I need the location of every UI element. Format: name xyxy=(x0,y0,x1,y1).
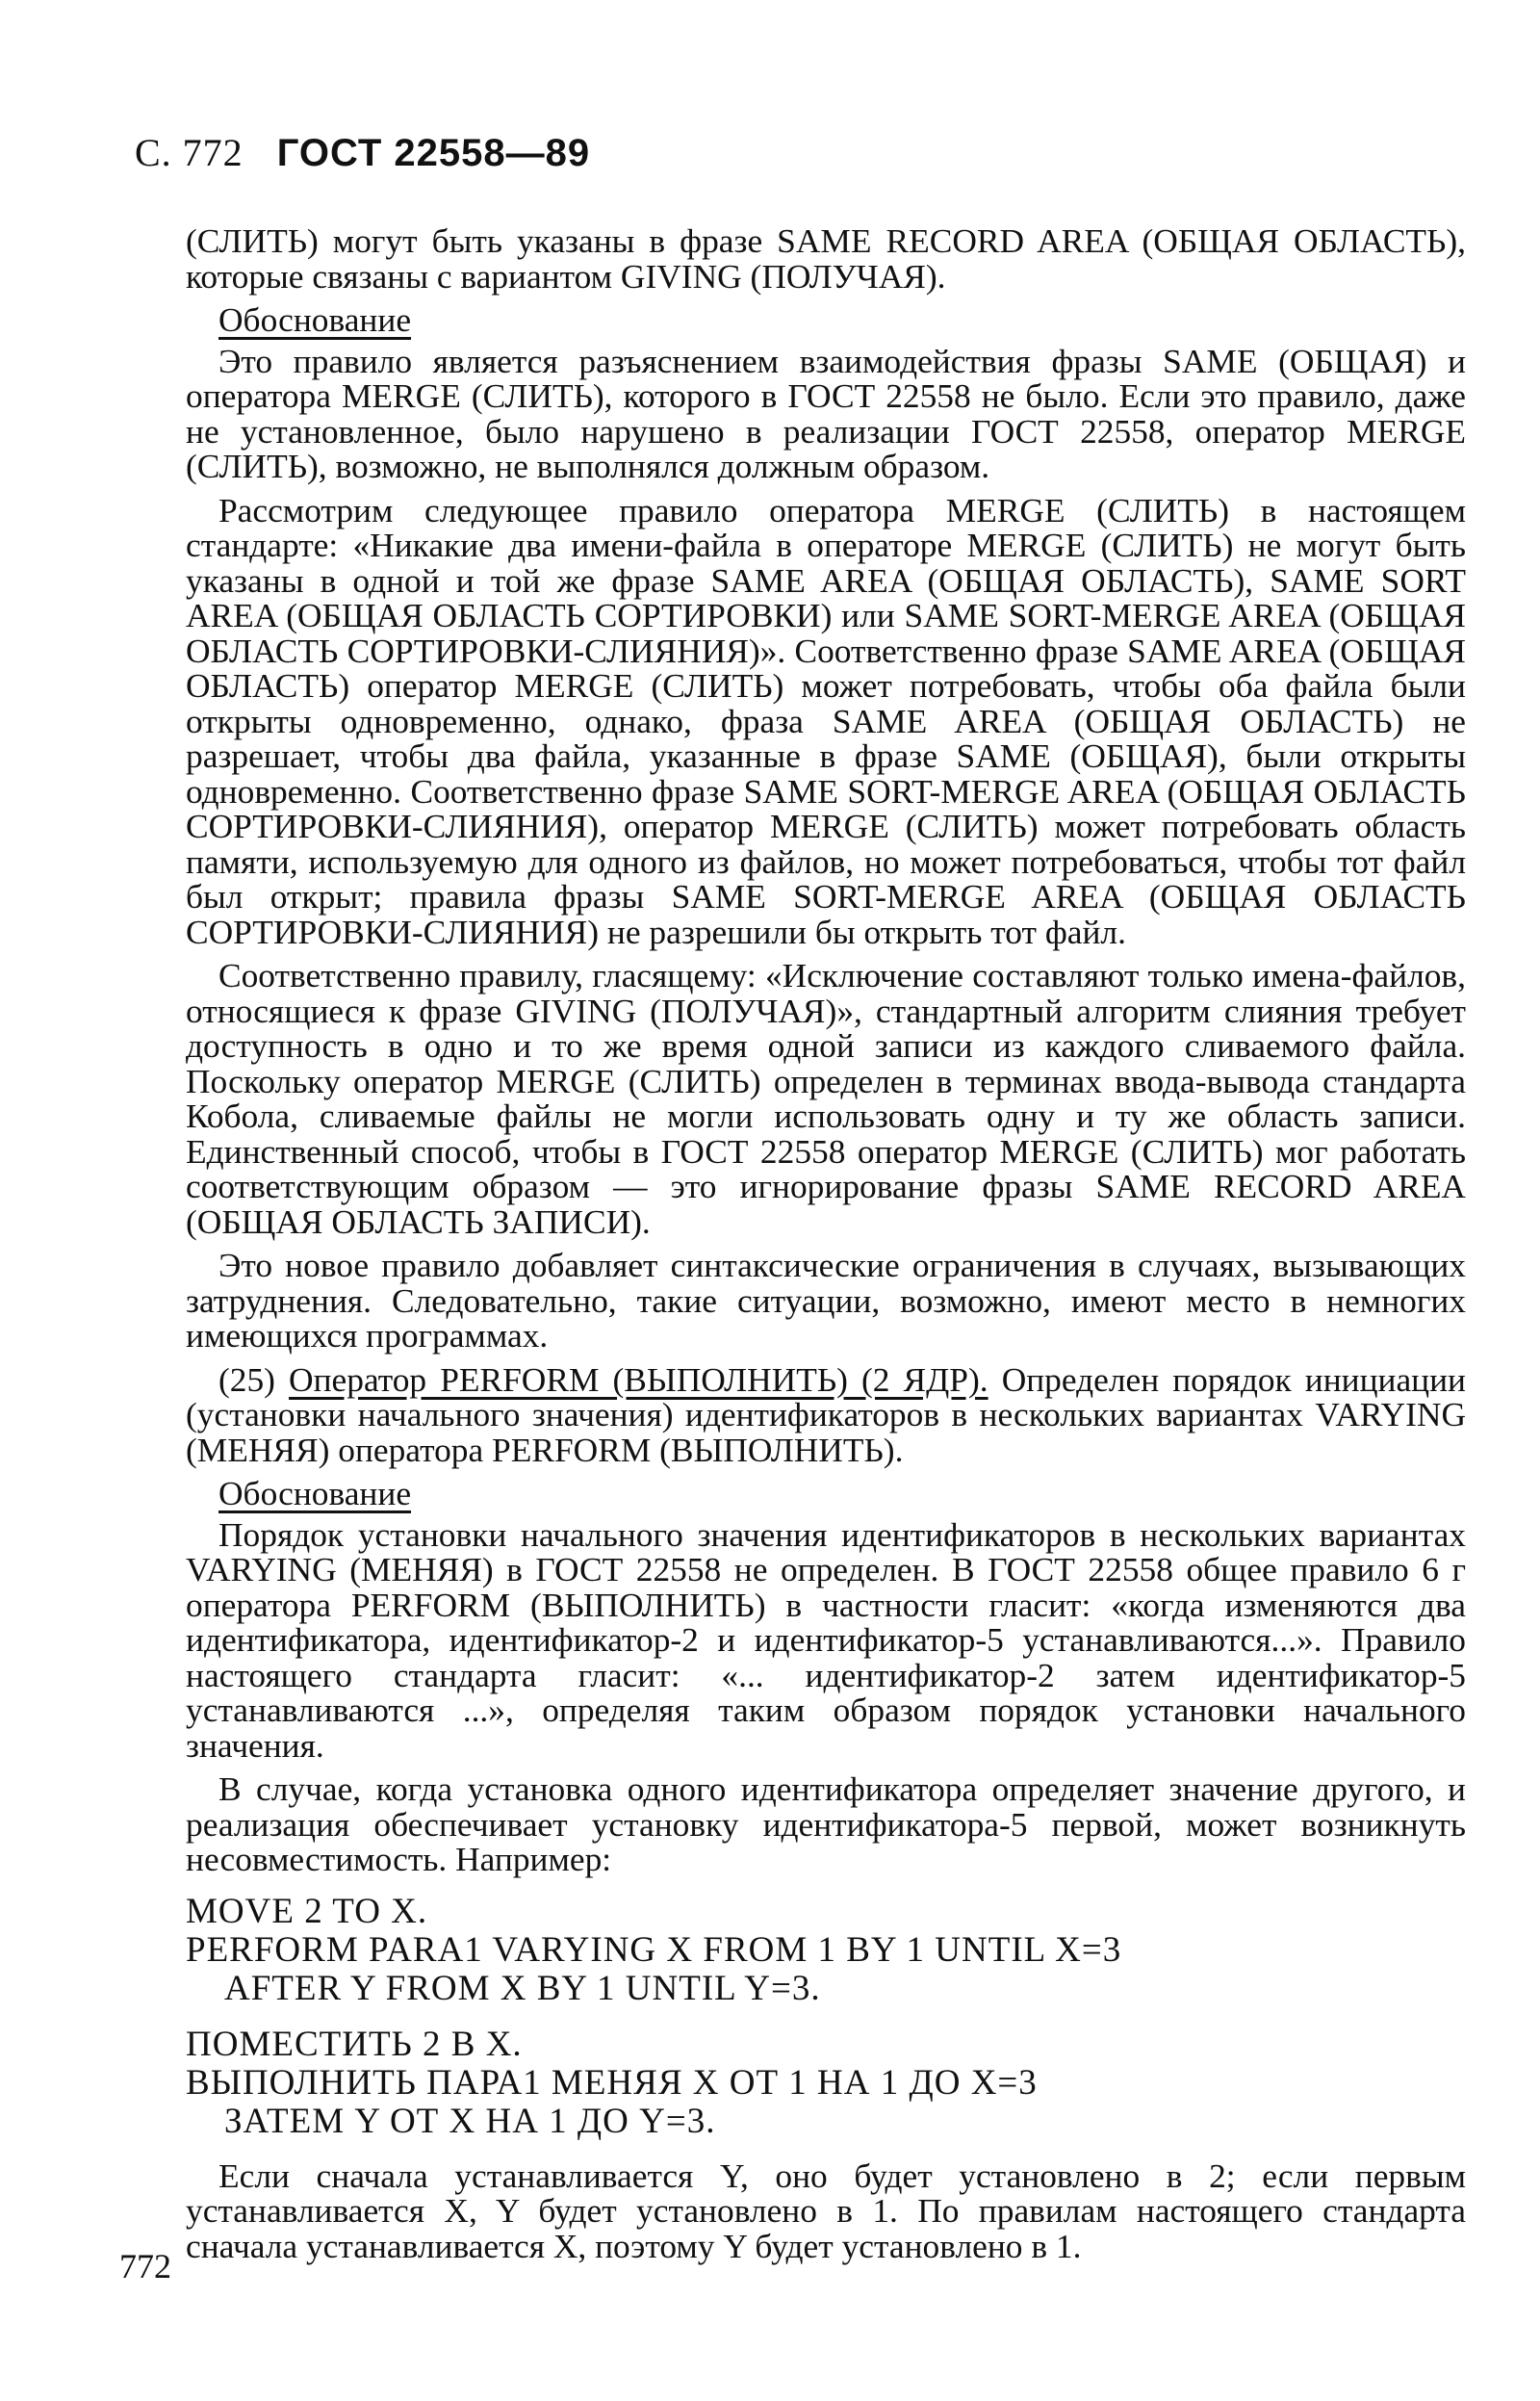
paragraph: Если сначала устанавливается Y, оно будет установлено в 2; если первым устанавливается X, Y будет установлено в 1. По правилам настоящего стандарта сначала устанавливается X, поэтому Y будет установлено в 1. xyxy=(186,2156,1466,2265)
paragraph: Это правило является разъяснением взаимодействия фразы SAME (ОБЩАЯ) и оператора MERGE (СЛИТЬ), которого в ГОСТ 22558 не было. Если это правило, даже не установленное, было нарушено в реализации ГОСТ 22558, оператор MERGE (СЛИТЬ), возможно, не выполнялся должным образом. xyxy=(186,341,1466,485)
paragraph: Порядок установки начального значения идентификаторов в нескольких вариантах VARYING (МЕНЯЯ) в ГОСТ 22558 не определен. В ГОСТ 22558 общее правило 6 г оператора PERFORM (ВЫПОЛНИТЬ) в частности гласит: «когда изменяются два идентификатора, идентификатор-2 и идентификатор-5 устанавливаются...». Правило настоящего стандарта гласит: «... идентификатор-2 затем идентификатор-5 устанавливаются ...», определяя таким образом порядок установки начального значения. xyxy=(186,1514,1466,1765)
section-title: Оператор PERFORM (ВЫПОЛНИТЬ) (2 ЯДР). xyxy=(289,1359,988,1399)
code-line: ВЫПОЛНИТЬ ПАРА1 МЕНЯЯ X ОТ 1 НА 1 ДО X=3 xyxy=(186,2062,1038,2103)
rationale-heading: Обоснование xyxy=(218,300,412,339)
paragraph: Соответственно правилу, гласящему: «Исключение составляют только имена-файлов, относящиеся к фразе GIVING (ПОЛУЧАЯ)», стандартный алгоритм слияния требует доступность в одно и то же время одной записи из каждого сливаемого файла. Поскольку оператор MERGE (СЛИТЬ) определен в терминах ввода-вывода стандарта Кобола, сливаемые файлы не могли использовать одну и ту же область записи. Единственный способ, чтобы в ГОСТ 22558 оператор MERGE (СЛИТЬ) мог работать соответствующим образом — это игнорирование фразы SAME RECORD AREA (ОБЩАЯ ОБЛАСТЬ ЗАПИСИ). xyxy=(186,956,1466,1241)
standard-title: ГОСТ 22558—89 xyxy=(276,132,591,174)
code-line: ПОМЕСТИТЬ 2 В X. xyxy=(186,2024,523,2064)
code-line: MOVE 2 TO X. xyxy=(186,1891,428,1931)
section-25 xyxy=(186,1359,1467,1469)
code-example-en xyxy=(186,1893,1466,2008)
document-body xyxy=(186,223,1466,2272)
code-line: AFTER Y FROM X BY 1 UNTIL Y=3. xyxy=(224,1968,821,2008)
code-example-ru xyxy=(186,2026,1466,2141)
code-line: ЗАТЕМ Y ОТ X НА 1 ДО Y=3. xyxy=(224,2101,716,2141)
section-number: (25) xyxy=(218,1359,275,1399)
page-label: С. 772 xyxy=(135,131,244,174)
code-line: PERFORM PARA1 VARYING X FROM 1 BY 1 UNTIL X=3 xyxy=(186,1929,1122,1970)
paragraph: Рассмотрим следующее правило оператора MERGE (СЛИТЬ) в настоящем стандарте: «Никакие два имени-файла в операторе MERGE (СЛИТЬ) не могут быть указаны в одной и той же фразе SAME AREA (ОБЩАЯ ОБЛАСТЬ), SAME SORT AREA (ОБЩАЯ ОБЛАСТЬ СОРТИРОВКИ) или SAME SORT-MERGE AREA (ОБЩАЯ ОБЛАСТЬ СОРТИРОВКИ-СЛИЯНИЯ)». Соответственно фразе SAME AREA (ОБЩАЯ ОБЛАСТЬ) оператор MERGE (СЛИТЬ) может потребовать, чтобы оба файла были открыты одновременно, однако, фраза SAME AREA (ОБЩАЯ ОБЛАСТЬ) не разрешает, чтобы два файла, указанные в фразе SAME (ОБЩАЯ), были открыты одновременно. Соответственно фразе SAME SORT-MERGE AREA (ОБЩАЯ ОБЛАСТЬ СОРТИРОВКИ-СЛИЯНИЯ), оператор MERGE (СЛИТЬ) может потребовать область памяти, используемую для одного из файлов, но может потребоваться, чтобы тот файл был открыт; правила фразы SAME SORT-MERGE AREA (ОБЩАЯ ОБЛАСТЬ СОРТИРОВКИ-СЛИЯНИЯ) не разрешили бы открыть тот файл. xyxy=(186,490,1466,951)
page-number: 772 xyxy=(119,2247,171,2285)
section-text: Определен порядок инициации (установки начального значения) идентификаторов в нескольких вариантах VARYING (МЕНЯЯ) оператора PERFORM (ВЫПОЛНИТЬ). xyxy=(186,1359,1467,1469)
paragraph: Это новое правило добавляет синтаксические ограничения в случаях, вызывающих затруднения. Следовательно, такие ситуации, возможно, имеют место в немногих имеющихся программах. xyxy=(186,1246,1466,1355)
paragraph-continuation: (СЛИТЬ) могут быть указаны в фразе SAME RECORD AREA (ОБЩАЯ ОБЛАСТЬ), которые связаны с вариантом GIVING (ПОЛУЧАЯ). xyxy=(186,221,1466,296)
page-header xyxy=(135,130,1482,175)
rationale-heading: Обоснование xyxy=(218,1474,412,1512)
paragraph: В случае, когда установка одного идентификатора определяет значение другого, и реализация обеспечивает установку идентификатора-5 первой, может возникнуть несовместимость. Например: xyxy=(186,1769,1466,1878)
